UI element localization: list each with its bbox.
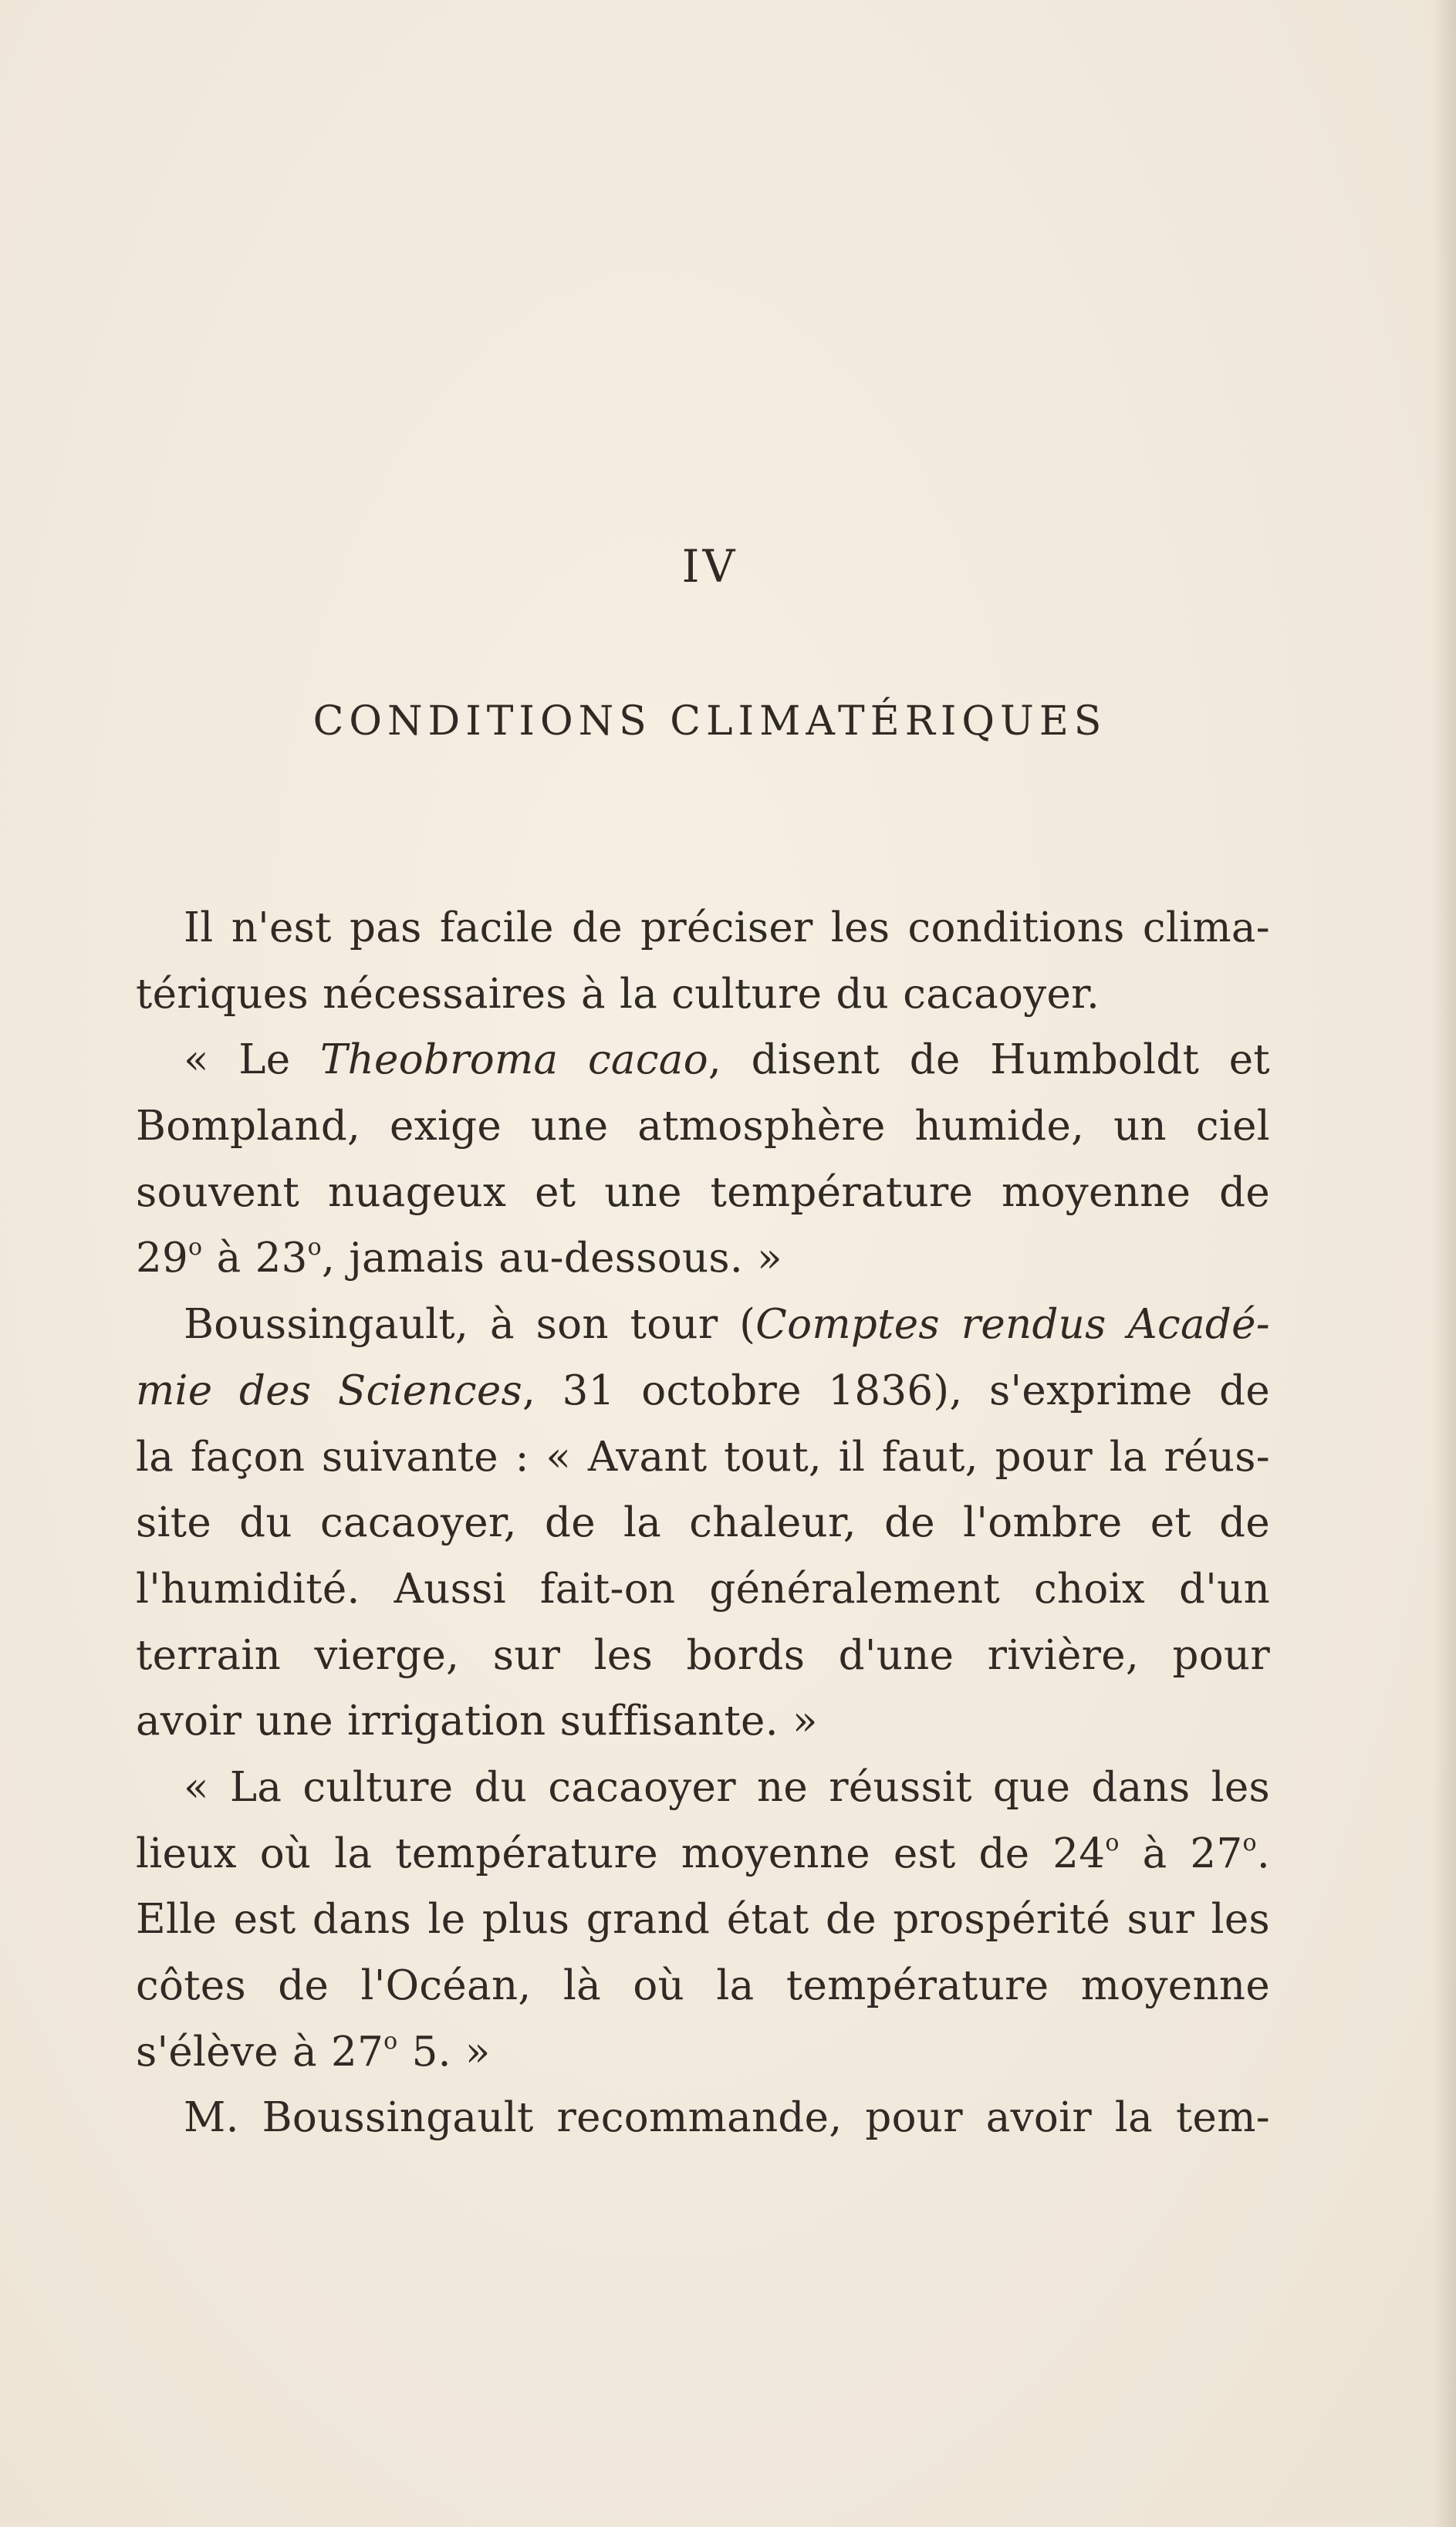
text-fragment: , 31 octobre 1836), s'exprime de	[522, 1367, 1271, 1414]
text-line: Il n'est pas facile de préciser les conditions clima-	[184, 904, 1270, 951]
text-fragment: s'élève à 27	[136, 2028, 384, 2076]
degree-mark: o	[188, 1234, 203, 1262]
text-fragment: , jamais au-dessous. »	[322, 1235, 782, 1282]
text-line	[136, 1027, 1270, 1093]
text-line	[136, 1225, 1270, 1292]
text-line	[136, 2019, 1270, 2086]
text-line: M. Boussingault recommande, pour avoir la tem-	[184, 2094, 1270, 2142]
text-fragment: à 23	[202, 1235, 308, 1282]
page-edge-shadow	[1433, 0, 1456, 2527]
text-fragment: , disent de Humboldt et	[708, 1036, 1271, 1084]
text-fragment: « Le	[184, 1036, 320, 1084]
degree-mark: o	[383, 2027, 398, 2055]
text-line: Bompland, exige une atmosphère humide, un ciel	[136, 1103, 1270, 1150]
text-line: la façon suivante : « Avant tout, il faut, pour la réus-	[136, 1433, 1270, 1481]
text-line: souvent nuageux et une température moyenne de	[136, 1168, 1270, 1216]
italic-fragment: Comptes rendus Acadé-	[755, 1301, 1270, 1349]
chapter-number: IV	[681, 540, 738, 593]
text-fragment: 29	[136, 1235, 189, 1282]
text-line	[136, 1821, 1270, 1887]
text-line: l'humidité. Aussi fait-on généralement choix d'un	[136, 1565, 1270, 1613]
text-line: Elle est dans le plus grand état de prospérité sur les	[136, 1896, 1270, 1944]
text-line: tériques nécessaires à la culture du cacaoyer.	[136, 970, 1100, 1018]
italic-fragment: mie des Sciences	[136, 1367, 523, 1414]
text-fragment: Boussingault, à son tour (	[184, 1301, 756, 1349]
degree-mark: o	[307, 1234, 323, 1262]
text-line	[136, 1292, 1270, 1358]
text-line: terrain vierge, sur les bords d'une rivière, pour	[136, 1631, 1270, 1679]
text-line	[136, 1358, 1270, 1424]
text-line: côtes de l'Océan, là où la température moyenne	[136, 1962, 1270, 2009]
text-line: avoir une irrigation suffisante. »	[136, 1698, 818, 1745]
degree-mark: o	[1105, 1829, 1120, 1856]
italic-fragment: Theobroma cacao	[319, 1036, 708, 1084]
degree-mark: o	[1242, 1829, 1257, 1856]
text-fragment: à 27	[1119, 1829, 1243, 1877]
body-text	[136, 895, 1270, 2151]
text-line: « La culture du cacaoyer ne réussit que dans les	[184, 1763, 1270, 1811]
text-fragment: lieux où la température moyenne est de 24	[136, 1829, 1106, 1877]
text-line: site du cacaoyer, de la chaleur, de l'ombre et de	[136, 1499, 1270, 1547]
chapter-title: CONDITIONS CLIMATÉRIQUES	[312, 698, 1107, 745]
text-fragment: 5. »	[397, 2028, 491, 2076]
text-fragment: .	[1256, 1829, 1270, 1877]
